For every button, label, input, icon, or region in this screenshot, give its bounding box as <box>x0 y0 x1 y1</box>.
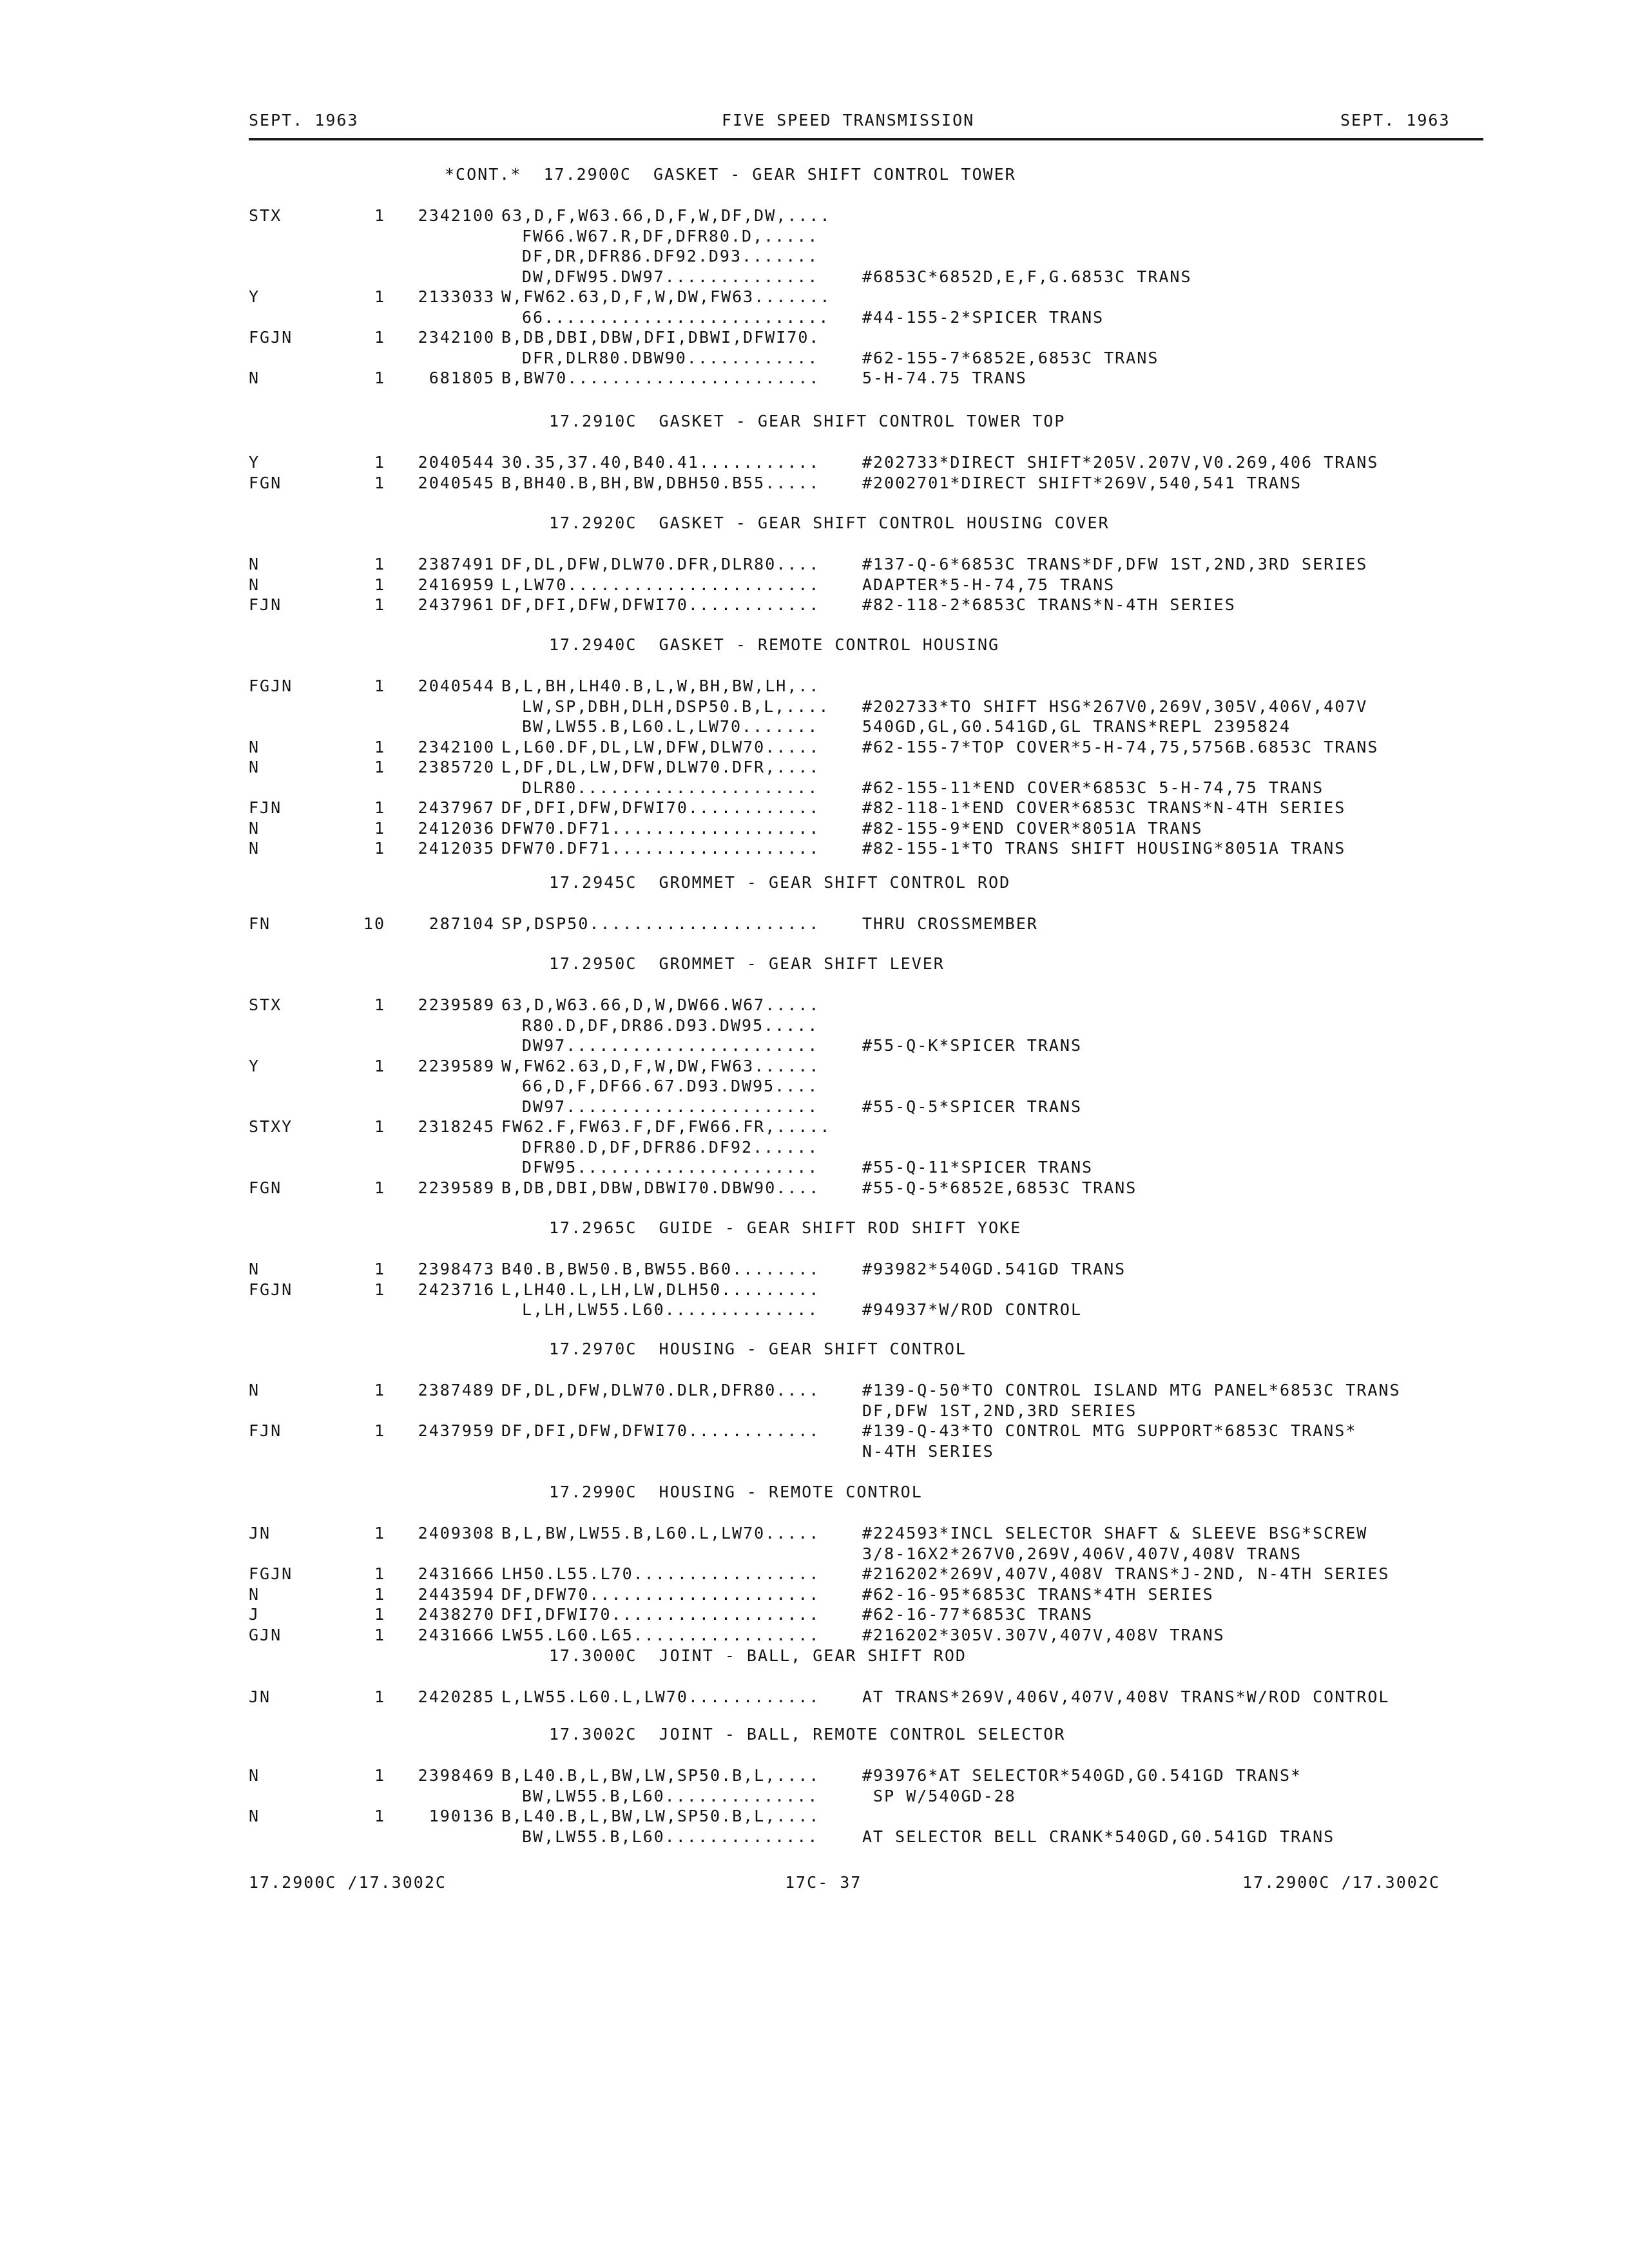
model-applicability: L,LW55.L60.L,LW70............ <box>501 1687 820 1706</box>
model-applicability: DW97....................... <box>522 1097 819 1116</box>
part-number: 2412035 <box>418 839 495 858</box>
model-code: STX <box>249 206 282 225</box>
quantity: 1 <box>374 595 385 614</box>
section-title: 17.2965C GUIDE - GEAR SHIFT ROD SHIFT YOKE <box>549 1218 1022 1237</box>
part-number: 2239589 <box>418 995 495 1014</box>
model-applicability: B,L40.B,L,BW,LW,SP50.B,L,.... <box>501 1766 820 1785</box>
part-number: 2342100 <box>418 737 495 756</box>
model-code: FJN <box>249 1421 282 1440</box>
quantity: 1 <box>374 1381 385 1399</box>
part-note: #44-155-2*SPICER TRANS <box>862 307 1104 327</box>
model-code: JN <box>249 1687 271 1706</box>
quantity: 1 <box>374 555 385 573</box>
model-code: N <box>249 1766 260 1785</box>
part-note: #139-Q-43*TO CONTROL MTG SUPPORT*6853C TRANS* <box>862 1421 1357 1440</box>
quantity: 1 <box>374 369 385 387</box>
part-note: 540GD,GL,G0.541GD,GL TRANS*REPL 2395824 <box>862 717 1291 736</box>
part-note: #62-16-95*6853C TRANS*4TH SERIES <box>862 1584 1214 1604</box>
model-code: FGJN <box>249 677 293 695</box>
model-code: N <box>249 818 260 838</box>
part-number: 2412036 <box>418 818 495 838</box>
model-code: FGN <box>249 473 282 492</box>
quantity: 1 <box>374 1584 385 1604</box>
model-applicability: 63,D,F,W63.66,D,F,W,DF,DW,.... <box>501 206 831 225</box>
model-applicability: 66,D,F,DF66.67.D93.DW95.... <box>522 1077 819 1095</box>
part-note: #82-155-1*TO TRANS SHIFT HOUSING*8051A TRANS <box>862 839 1346 858</box>
quantity: 1 <box>374 1807 385 1825</box>
model-applicability: DW97....................... <box>522 1036 819 1055</box>
quantity: 1 <box>374 575 385 594</box>
header-rule <box>249 138 1483 140</box>
part-number: 2420285 <box>418 1687 495 1706</box>
part-note: #2002701*DIRECT SHIFT*269V,540,541 TRANS <box>862 473 1302 492</box>
model-applicability: DFI,DFWI70................... <box>501 1605 820 1624</box>
footer-left: 17.2900C /17.3002C <box>249 1873 447 1892</box>
part-note: DF,DFW 1ST,2ND,3RD SERIES <box>862 1401 1137 1420</box>
part-note: #94937*W/ROD CONTROL <box>862 1300 1083 1319</box>
model-applicability: W,FW62.63,D,F,W,DW,FW63....... <box>501 287 831 306</box>
quantity: 1 <box>374 818 385 838</box>
section-title: 17.2910C GASKET - GEAR SHIFT CONTROL TOWER TOP <box>549 412 1066 430</box>
part-number: 2438270 <box>418 1605 495 1624</box>
part-note: SP W/540GD-28 <box>862 1786 1016 1805</box>
model-applicability: L,L60.DF,DL,LW,DFW,DLW70..... <box>501 737 820 756</box>
model-code: N <box>249 575 260 594</box>
part-note: #62-155-7*6852E,6853C TRANS <box>862 348 1159 367</box>
model-applicability: B,DB,DBI,DBW,DFI,DBWI,DFWI70. <box>501 328 820 347</box>
model-applicability: R80.D,DF,DR86.D93.DW95..... <box>522 1015 819 1035</box>
model-code: FJN <box>249 595 282 614</box>
section-title: 17.3000C JOINT - BALL, GEAR SHIFT ROD <box>549 1646 967 1665</box>
part-note: #137-Q-6*6853C TRANS*DF,DFW 1ST,2ND,3RD SERIES <box>862 555 1368 573</box>
part-number: 2398473 <box>418 1260 495 1278</box>
model-applicability: DLR80...................... <box>522 778 819 797</box>
part-number: 2040544 <box>418 453 495 472</box>
part-number: 681805 <box>429 369 495 387</box>
part-note: #62-155-11*END COVER*6853C 5-H-74,75 TRANS <box>862 778 1324 797</box>
model-applicability: B,BW70....................... <box>501 369 820 387</box>
quantity: 10 <box>363 914 385 933</box>
part-number: 2385720 <box>418 758 495 776</box>
model-applicability: DFW95...................... <box>522 1158 819 1177</box>
model-applicability: DF,DFI,DFW,DFWI70............ <box>501 798 820 817</box>
part-note: #216202*305V.307V,407V,408V TRANS <box>862 1625 1225 1644</box>
model-code: N <box>249 1807 260 1825</box>
section-title: *CONT.* 17.2900C GASKET - GEAR SHIFT CONTROL TOWER <box>445 165 1016 184</box>
part-note: #139-Q-50*TO CONTROL ISLAND MTG PANEL*6853C TRANS <box>862 1381 1401 1399</box>
part-number: 190136 <box>429 1807 495 1825</box>
quantity: 1 <box>374 287 385 306</box>
model-code: Y <box>249 287 260 306</box>
part-note: #224593*INCL SELECTOR SHAFT & SLEEVE BSG*SCREW <box>862 1524 1368 1542</box>
quantity: 1 <box>374 1117 385 1136</box>
part-note: #55-Q-11*SPICER TRANS <box>862 1158 1094 1177</box>
part-number: 287104 <box>429 914 495 933</box>
part-note: ADAPTER*5-H-74,75 TRANS <box>862 575 1115 594</box>
model-applicability: FW66.W67.R,DF,DFR80.D,..... <box>522 226 819 245</box>
part-number: 2443594 <box>418 1584 495 1604</box>
model-code: N <box>249 1584 260 1604</box>
part-note: AT TRANS*269V,406V,407V,408V TRANS*W/ROD CONTROL <box>862 1687 1390 1706</box>
model-applicability: DFR,DLR80.DBW90............ <box>522 348 819 367</box>
model-applicability: DF,DFW70..................... <box>501 1584 820 1604</box>
part-number: 2398469 <box>418 1766 495 1785</box>
part-number: 2437959 <box>418 1421 495 1440</box>
quantity: 1 <box>374 473 385 492</box>
part-note: #55-Q-5*SPICER TRANS <box>862 1097 1083 1116</box>
section-title: 17.3002C JOINT - BALL, REMOTE CONTROL SELECTOR <box>549 1725 1066 1744</box>
part-number: 2437967 <box>418 798 495 817</box>
model-applicability: L,LW70....................... <box>501 575 820 594</box>
model-applicability: DF,DL,DFW,DLW70.DFR,DLR80.... <box>501 555 820 573</box>
model-applicability: LW55.L60.L65................. <box>501 1625 820 1644</box>
part-number: 2387491 <box>418 555 495 573</box>
model-applicability: B40.B,BW50.B,BW55.B60........ <box>501 1260 820 1278</box>
quantity: 1 <box>374 1564 385 1583</box>
model-code: FGN <box>249 1178 282 1197</box>
header-title: FIVE SPEED TRANSMISSION <box>722 111 975 130</box>
part-note: N-4TH SERIES <box>862 1441 994 1461</box>
part-number: 2342100 <box>418 206 495 225</box>
model-applicability: B,BH40.B,BH,BW,DBH50.B55..... <box>501 473 820 492</box>
part-number: 2318245 <box>418 1117 495 1136</box>
model-code: FGJN <box>249 1280 293 1299</box>
part-number: 2409308 <box>418 1524 495 1542</box>
part-number: 2437961 <box>418 595 495 614</box>
model-code: N <box>249 1260 260 1278</box>
model-code: N <box>249 555 260 573</box>
quantity: 1 <box>374 1056 385 1075</box>
model-code: J <box>249 1605 260 1624</box>
part-note: #216202*269V,407V,408V TRANS*J-2ND, N-4TH SERIES <box>862 1564 1390 1583</box>
model-applicability: B,L,BW,LW55.B,L60.L,LW70..... <box>501 1524 820 1542</box>
model-applicability: LW,SP,DBH,DLH,DSP50.B,L,.... <box>522 697 830 716</box>
part-number: 2239589 <box>418 1056 495 1075</box>
quantity: 1 <box>374 839 385 858</box>
model-applicability: DF,DFI,DFW,DFWI70............ <box>501 1421 820 1440</box>
model-applicability: BW,LW55.B,L60.L,LW70....... <box>522 717 819 736</box>
model-applicability: W,FW62.63,D,F,W,DW,FW63...... <box>501 1056 820 1075</box>
model-applicability: L,DF,DL,LW,DFW,DLW70.DFR,.... <box>501 758 820 776</box>
model-code: N <box>249 1381 260 1399</box>
quantity: 1 <box>374 453 385 472</box>
section-title: 17.2950C GROMMET - GEAR SHIFT LEVER <box>549 954 945 973</box>
model-applicability: LH50.L55.L70................. <box>501 1564 820 1583</box>
model-applicability: B,DB,DBI,DBW,DBWI70.DBW90.... <box>501 1178 820 1197</box>
quantity: 1 <box>374 1766 385 1785</box>
quantity: 1 <box>374 737 385 756</box>
quantity: 1 <box>374 677 385 695</box>
part-note: #82-118-2*6853C TRANS*N-4TH SERIES <box>862 595 1236 614</box>
model-applicability: DF,DFI,DFW,DFWI70............ <box>501 595 820 614</box>
part-number: 2133033 <box>418 287 495 306</box>
model-applicability: BW,LW55.B,L60.............. <box>522 1786 819 1805</box>
header-right: SEPT. 1963 <box>1340 111 1451 130</box>
model-applicability: L,LH,LW55.L60.............. <box>522 1300 819 1319</box>
quantity: 1 <box>374 758 385 776</box>
model-code: N <box>249 758 260 776</box>
section-title: 17.2920C GASKET - GEAR SHIFT CONTROL HOUSING COVER <box>549 514 1110 532</box>
model-applicability: L,LH40.L,LH,LW,DLH50......... <box>501 1280 820 1299</box>
model-code: Y <box>249 453 260 472</box>
model-applicability: SP,DSP50..................... <box>501 914 820 933</box>
model-applicability: B,L,BH,LH40.B,L,W,BH,BW,LH,.. <box>501 677 820 695</box>
part-note: #202733*DIRECT SHIFT*205V.207V,V0.269,406 TRANS <box>862 453 1379 472</box>
part-number: 2342100 <box>418 328 495 347</box>
model-code: STXY <box>249 1117 293 1136</box>
model-applicability: FW62.F,FW63.F,DF,FW66.FR,..... <box>501 1117 831 1136</box>
model-code: FGJN <box>249 1564 293 1583</box>
model-code: Y <box>249 1056 260 1075</box>
quantity: 1 <box>374 206 385 225</box>
part-number: 2239589 <box>418 1178 495 1197</box>
section-title: 17.2940C GASKET - REMOTE CONTROL HOUSING <box>549 635 1000 654</box>
part-note: 5-H-74.75 TRANS <box>862 369 1027 387</box>
model-code: N <box>249 737 260 756</box>
quantity: 1 <box>374 995 385 1014</box>
part-note: #62-16-77*6853C TRANS <box>862 1605 1094 1624</box>
footer-right: 17.2900C /17.3002C <box>1242 1873 1440 1892</box>
part-note: #55-Q-5*6852E,6853C TRANS <box>862 1178 1137 1197</box>
part-number: 2423716 <box>418 1280 495 1299</box>
model-applicability: DF,DL,DFW,DLW70.DLR,DFR80.... <box>501 1381 820 1399</box>
quantity: 1 <box>374 798 385 817</box>
model-code: FGJN <box>249 328 293 347</box>
part-note: #93976*AT SELECTOR*540GD,G0.541GD TRANS* <box>862 1766 1302 1785</box>
part-number: 2040545 <box>418 473 495 492</box>
model-applicability: B,L40.B,L,BW,LW,SP50.B,L,.... <box>501 1807 820 1825</box>
section-title: 17.2990C HOUSING - REMOTE CONTROL <box>549 1483 923 1501</box>
part-note: #6853C*6852D,E,F,G.6853C TRANS <box>862 267 1192 286</box>
model-applicability: DFW70.DF71................... <box>501 839 820 858</box>
model-applicability: 30.35,37.40,B40.41........... <box>501 453 820 472</box>
quantity: 1 <box>374 1178 385 1197</box>
part-note: #62-155-7*TOP COVER*5-H-74,75,5756B.6853C TRANS <box>862 737 1379 756</box>
model-applicability: DW,DFW95.DW97.............. <box>522 267 819 286</box>
model-code: FN <box>249 914 271 933</box>
header-left: SEPT. 1963 <box>249 111 359 130</box>
model-applicability: DF,DR,DFR86.DF92.D93....... <box>522 247 819 265</box>
quantity: 1 <box>374 1421 385 1440</box>
part-number: 2387489 <box>418 1381 495 1399</box>
footer-page-number: 17C- 37 <box>785 1873 862 1892</box>
quantity: 1 <box>374 1260 385 1278</box>
section-title: 17.2945C GROMMET - GEAR SHIFT CONTROL ROD <box>549 873 1011 892</box>
model-code: STX <box>249 995 282 1014</box>
model-applicability: DFW70.DF71................... <box>501 818 820 838</box>
quantity: 1 <box>374 1625 385 1644</box>
model-applicability: 66.......................... <box>522 307 830 327</box>
part-number: 2040544 <box>418 677 495 695</box>
model-code: N <box>249 839 260 858</box>
quantity: 1 <box>374 1280 385 1299</box>
part-note: #82-155-9*END COVER*8051A TRANS <box>862 818 1203 838</box>
model-code: GJN <box>249 1625 282 1644</box>
part-note: #93982*540GD.541GD TRANS <box>862 1260 1126 1278</box>
model-code: JN <box>249 1524 271 1542</box>
model-applicability: BW,LW55.B,L60.............. <box>522 1827 819 1846</box>
part-number: 2431666 <box>418 1625 495 1644</box>
part-note: 3/8-16X2*267V0,269V,406V,407V,408V TRANS <box>862 1544 1302 1563</box>
model-applicability: DFR80.D,DF,DFR86.DF92...... <box>522 1137 819 1157</box>
model-code: N <box>249 369 260 387</box>
quantity: 1 <box>374 1687 385 1706</box>
quantity: 1 <box>374 328 385 347</box>
model-applicability: 63,D,W63.66,D,W,DW66.W67..... <box>501 995 820 1014</box>
part-note: THRU CROSSMEMBER <box>862 914 1038 933</box>
quantity: 1 <box>374 1524 385 1542</box>
part-number: 2431666 <box>418 1564 495 1583</box>
section-title: 17.2970C HOUSING - GEAR SHIFT CONTROL <box>549 1340 967 1358</box>
part-note: #202733*TO SHIFT HSG*267V0,269V,305V,406V,407V <box>862 697 1368 716</box>
part-number: 2416959 <box>418 575 495 594</box>
part-note: AT SELECTOR BELL CRANK*540GD,G0.541GD TRANS <box>862 1827 1335 1846</box>
part-note: #82-118-1*END COVER*6853C TRANS*N-4TH SERIES <box>862 798 1346 817</box>
quantity: 1 <box>374 1605 385 1624</box>
model-code: FJN <box>249 798 282 817</box>
part-note: #55-Q-K*SPICER TRANS <box>862 1036 1083 1055</box>
